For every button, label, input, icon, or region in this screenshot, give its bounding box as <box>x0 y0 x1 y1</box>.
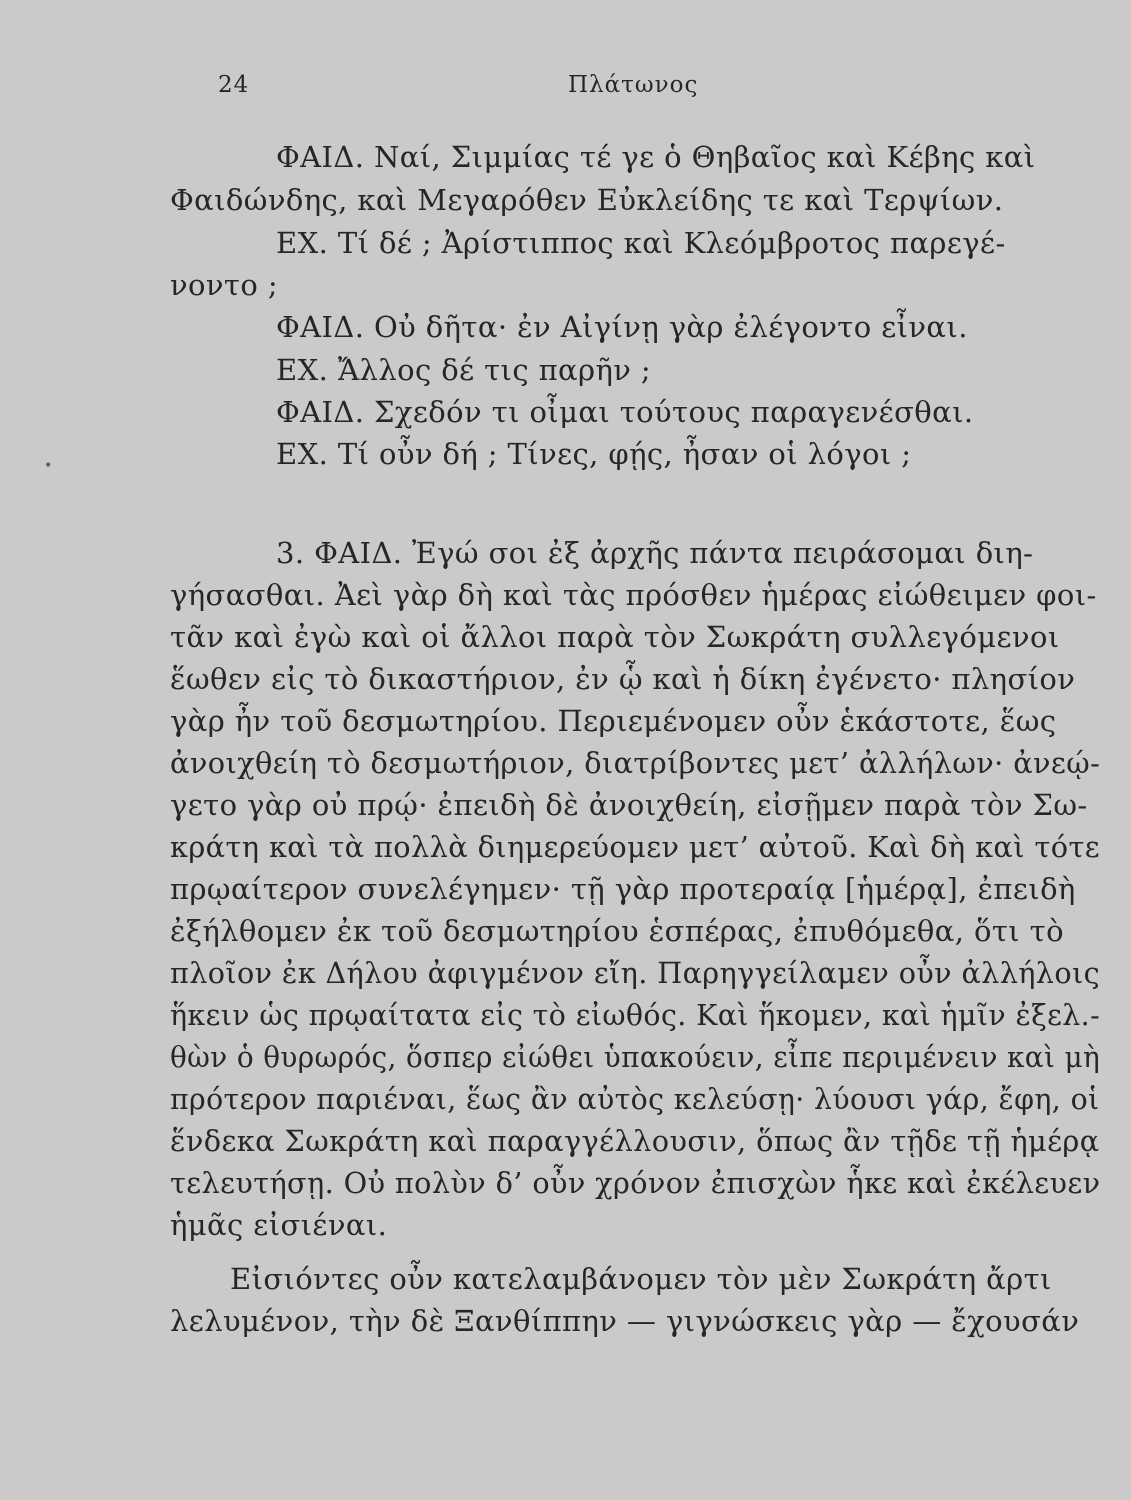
text-line: ἕνδεκα Σωκράτη καὶ παραγγέλλουσιν, ὅπως ἂν τῇδε τῇ ἡμέρᾳ <box>170 1124 1100 1158</box>
text-line: τελευτήσῃ. Οὐ πολὺν δ’ οὖν χρόνον ἐπισχὼν ἧκε καὶ ἐκέλευεν <box>170 1166 1101 1200</box>
text-line: Εἰσιόντες οὖν κατελαμβάνομεν τὸν μὲν Σωκράτη ἄρτι <box>230 1262 1052 1296</box>
text-line: ἥκειν ὡς πρῳαίτατα εἰς τὸ εἰωθός. Καὶ ἥκομεν, καὶ ἡμῖν ἐξελ.- <box>170 998 1101 1032</box>
page-number: 24 <box>218 72 250 98</box>
text-line: ἀνοιχθείη τὸ δεσμωτήριον, διατρίβοντες μετ’ ἀλλήλων· ἀνεῴ- <box>170 746 1101 780</box>
text-line: γὰρ ἦν τοῦ δεσμωτηρίου. Περιεμένομεν οὖν ἑκάστοτε, ἕως <box>170 704 1057 738</box>
text-line: ΕΧ. Τί οὖν δή ; Τίνες, φῄς, ἦσαν οἱ λόγοι ; <box>276 437 912 471</box>
text-line: πρῳαίτερον συνελέγημεν· τῇ γὰρ προτεραίᾳ [ἡμέρᾳ], ἐπειδὴ <box>170 872 1076 906</box>
text-line: ἐξήλθομεν ἐκ τοῦ δεσμωτηρίου ἑσπέρας, ἐπυθόμεθα, ὅτι τὸ <box>170 914 1064 948</box>
text-line: νοντο ; <box>170 268 279 302</box>
text-line: πλοῖον ἐκ Δήλου ἀφιγμένον εἴη. Παρηγγείλαμεν οὖν ἀλλήλοις <box>170 956 1101 990</box>
text-line: ΕΧ. Τί δέ ; Ἀρίστιππος καὶ Κλεόμβροτος παρεγέ- <box>276 226 1006 260</box>
text-line: ΕΧ. Ἄλλος δέ τις παρῆν ; <box>276 353 652 387</box>
text-line: γήσασθαι. Ἀεὶ γὰρ δὴ καὶ τὰς πρόσθεν ἡμέρας εἰώθειμεν φοι- <box>170 578 1097 612</box>
text-line: ΦΑΙΔ. Ναί, Σιμμίας τέ γε ὁ Θηβαῖος καὶ Κέβης καὶ <box>276 140 1036 174</box>
text-line: ἕωθεν εἰς τὸ δικαστήριον, ἐν ᾧ καὶ ἡ δίκη ἐγένετο· πλησίον <box>170 662 1076 696</box>
text-line: ΦΑΙΔ. Οὐ δῆτα· ἐν Αἰγίνῃ γὰρ ἐλέγοντο εἶναι. <box>276 310 968 344</box>
stray-mark: • <box>44 458 53 474</box>
text-line: λελυμένον, τὴν δὲ Ξανθίππην — γιγνώσκεις γὰρ — ἔχουσάν <box>170 1304 1080 1338</box>
running-head: Πλάτωνος <box>568 72 699 98</box>
text-line: ἡμᾶς εἰσιέναι. <box>170 1208 388 1242</box>
text-line: τᾶν καὶ ἐγὼ καὶ οἱ ἄλλοι παρὰ τὸν Σωκράτη συλλεγόμενοι <box>170 620 1060 654</box>
text-line: κράτη καὶ τὰ πολλὰ διημερεύομεν μετ’ αὐτοῦ. Καὶ δὴ καὶ τότε <box>170 830 1101 864</box>
text-line: 3. ΦΑΙΔ. Ἐγώ σοι ἐξ ἀρχῆς πάντα πειράσομαι διη- <box>276 536 1034 570</box>
text-line: ΦΑΙΔ. Σχεδόν τι οἶμαι τούτους παραγενέσθαι. <box>276 395 974 429</box>
text-line: πρότερον παριέναι, ἕως ἂν αὐτὸς κελεύσῃ· λύουσι γάρ, ἔφη, οἱ <box>170 1082 1100 1116</box>
text-line: θὼν ὁ θυρωρός, ὅσπερ εἰώθει ὑπακούειν, εἶπε περιμένειν καὶ μὴ <box>170 1040 1101 1074</box>
text-line: Φαιδώνδης, καὶ Μεγαρόθεν Εὐκλείδης τε καὶ Τερψίων. <box>170 183 1004 217</box>
text-line: γετο γὰρ οὐ πρῴ· ἐπειδὴ δὲ ἀνοιχθείη, εἰσῇμεν παρὰ τὸν Σω- <box>170 788 1088 822</box>
